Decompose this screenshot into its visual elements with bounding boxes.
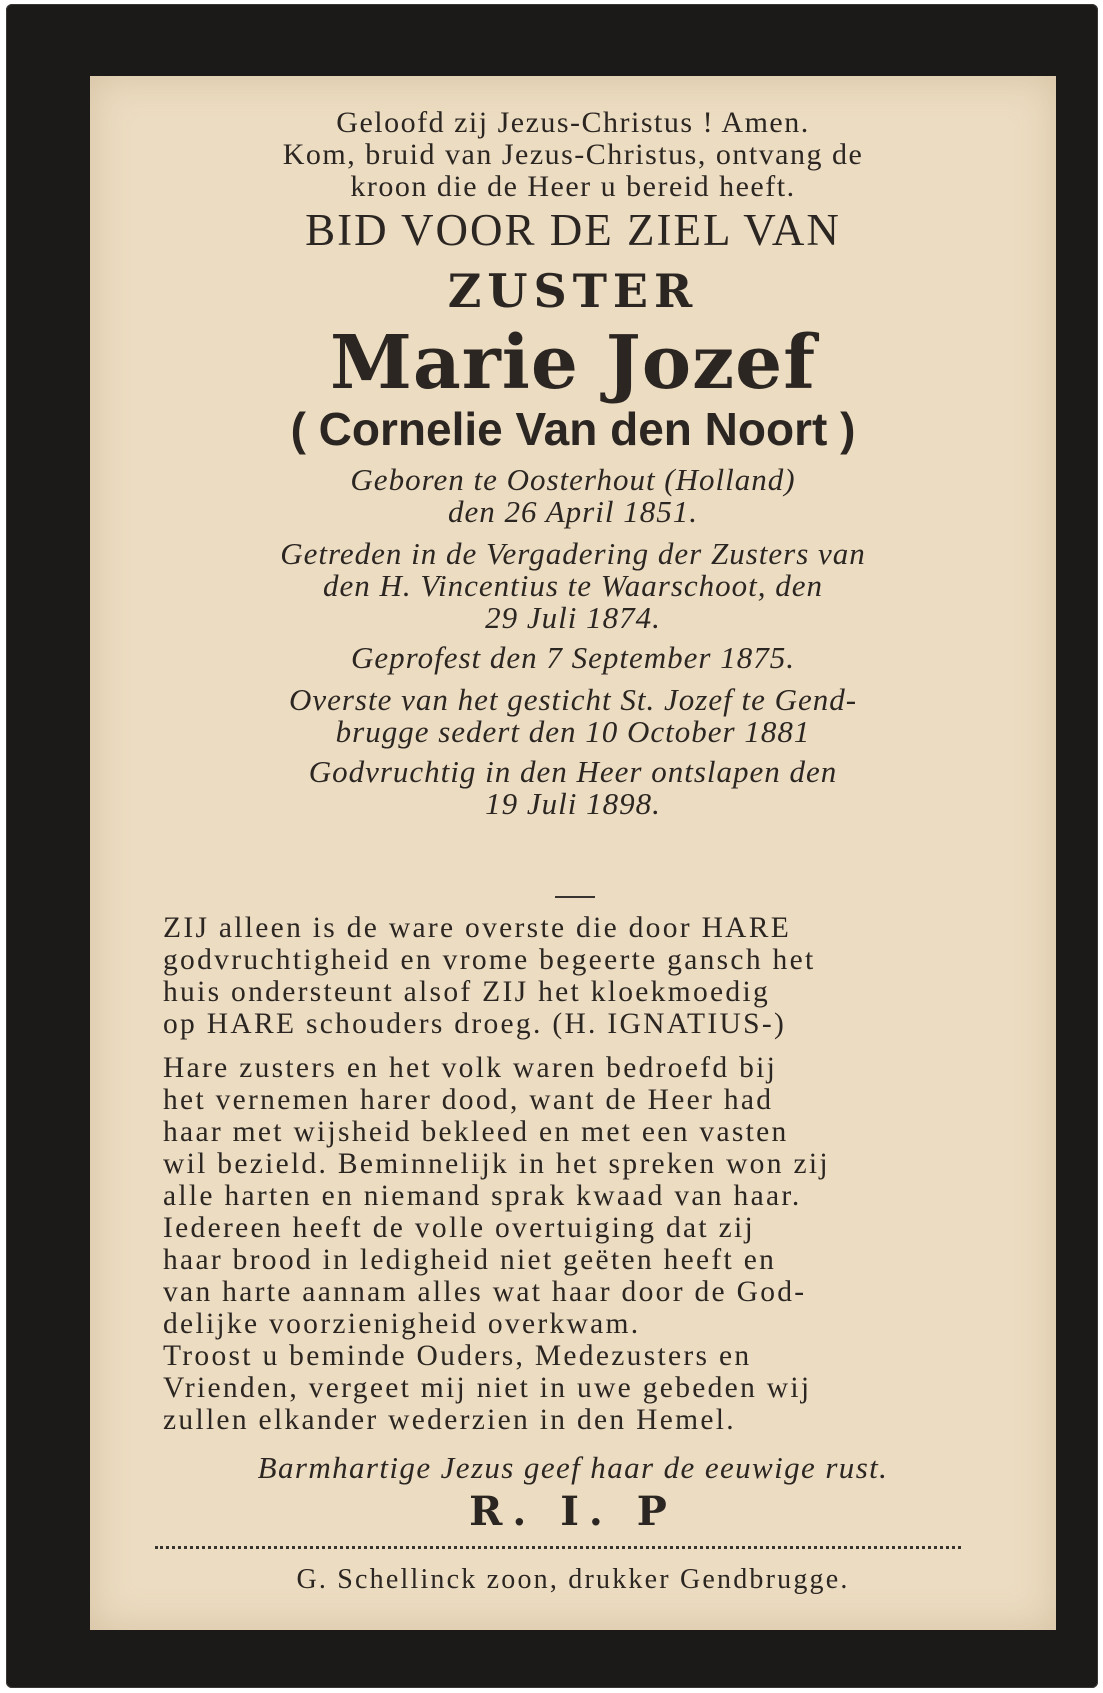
rip: R. I. P <box>469 1488 677 1535</box>
quote-line-3: huis ondersteunt alsof ZIJ het kloekmoedig <box>163 976 771 1008</box>
tribute-line-7: haar brood in ledigheid niet geëten heeft en <box>163 1244 777 1276</box>
tribute-line-12: zullen elkander wederzien in den Hemel. <box>163 1404 736 1436</box>
tribute-line-5: alle harten en niemand sprak kwaad van haar. <box>163 1180 802 1212</box>
dotted-separator <box>155 1546 961 1549</box>
bio-line-10: 19 Juli 1898. <box>485 786 661 821</box>
mourning-card-border <box>6 4 1098 1688</box>
bio-line-4: den H. Vincentius te Waarschoot, den <box>322 568 824 603</box>
bio-line-1: Geboren te Oosterhout (Holland) <box>350 462 796 497</box>
bio-line-9: Godvruchtig in den Heer ontslapen den <box>308 754 838 789</box>
quote-line-2: godvruchtigheid en vrome begeerte gansch het <box>163 944 816 976</box>
bio-line-7: Overste van het gesticht St. Jozef te Gend- <box>288 682 858 717</box>
opening-line-1: Geloofd zij Jezus-Christus ! Amen. <box>336 106 810 139</box>
bio-line-5: 29 Juli 1874. <box>485 600 661 635</box>
bio-line-6: Geprofest den 7 September 1875. <box>351 640 795 675</box>
tribute-line-10: Troost u beminde Ouders, Medezusters en <box>163 1340 752 1372</box>
tribute-line-1: Hare zusters en het volk waren bedroefd bij <box>163 1052 778 1084</box>
tribute-line-4: wil bezield. Beminnelijk in het spreken won zij <box>163 1148 830 1180</box>
tribute-line-6: Iedereen heeft de volle overtuiging dat zij <box>163 1212 755 1244</box>
bio-line-8: brugge sedert den 10 October 1881 <box>335 714 811 749</box>
title-zuster: ZUSTER <box>447 264 699 318</box>
bio-line-3: Getreden in de Vergadering der Zusters van <box>280 536 866 571</box>
tribute-line-9: delijke voorzienigheid overkwam. <box>163 1308 641 1340</box>
tribute-line-8: van harte aannam alles wat haar door de God- <box>163 1276 807 1308</box>
opening-line-2: Kom, bruid van Jezus-Christus, ontvang de <box>282 138 864 171</box>
tribute-line-11: Vrienden, vergeet mij niet in uwe gebeden wij <box>163 1372 812 1404</box>
quote-line-4: op HARE schouders droeg. (H. IGNATIUS-) <box>163 1008 787 1040</box>
civil-name: ( Cornelie Van den Noort ) <box>290 403 856 455</box>
printer-credit: G. Schellinck zoon, drukker Gendbrugge. <box>296 1564 850 1595</box>
bio-line-2: den 26 April 1851. <box>448 494 698 529</box>
quote-line-1: ZIJ alleen is de ware overste die door HARE <box>163 912 792 944</box>
tribute-line-3: haar met wijsheid bekleed en met een vasten <box>163 1116 789 1148</box>
opening-line-3: kroon die de Heer u bereid heeft. <box>350 170 796 203</box>
closing-prayer: Barmhartige Jezus geef haar de eeuwige rust. <box>257 1450 889 1485</box>
memorial-card <box>90 76 1056 1630</box>
religious-name: Marie Jozef <box>329 320 817 406</box>
heading: BID VOOR DE ZIEL VAN <box>305 205 841 255</box>
divider-rule <box>555 896 595 898</box>
tribute-line-2: het vernemen harer dood, want de Heer had <box>163 1084 774 1116</box>
